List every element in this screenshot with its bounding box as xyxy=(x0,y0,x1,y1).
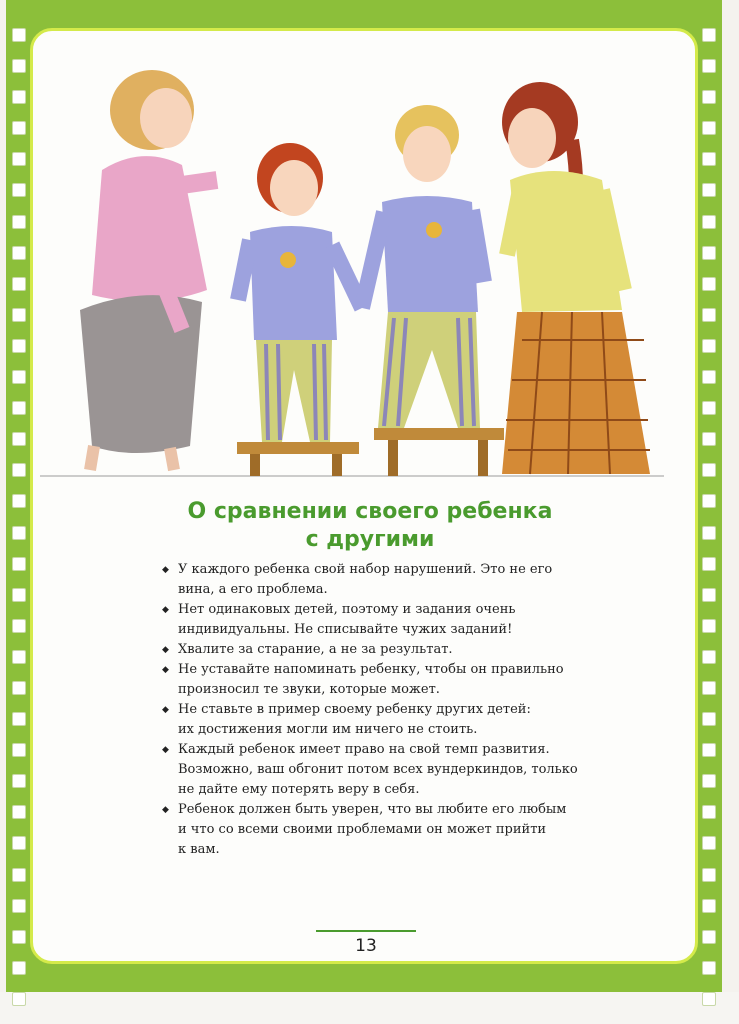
binding-hole xyxy=(702,588,716,602)
binding-hole xyxy=(12,712,26,726)
binding-hole xyxy=(702,650,716,664)
binding-hole xyxy=(702,308,716,322)
binding-hole xyxy=(702,246,716,260)
binding-hole xyxy=(702,992,716,1006)
binding-hole xyxy=(702,90,716,104)
binding-hole xyxy=(12,308,26,322)
advice-line: произносил те звуки, которые может. xyxy=(178,682,440,697)
advice-line: Нет одинаковых детей, поэтому и задания очень xyxy=(178,602,516,617)
binding-hole xyxy=(702,930,716,944)
advice-item xyxy=(162,740,582,800)
binding-hole xyxy=(12,774,26,788)
binding-hole xyxy=(702,557,716,571)
binding-hole xyxy=(702,681,716,695)
binding-hole xyxy=(702,152,716,166)
binding-hole xyxy=(12,836,26,850)
binding-hole xyxy=(12,557,26,571)
binding-hole xyxy=(702,805,716,819)
mother-left-figure xyxy=(80,70,217,470)
binding-hole xyxy=(12,121,26,135)
advice-line: Хвалите за старание, а не за результат. xyxy=(178,642,453,657)
advice-item xyxy=(162,640,582,660)
binding-hole xyxy=(12,215,26,229)
binding-hole xyxy=(702,401,716,415)
stool-right xyxy=(374,428,504,476)
boy-right-figure xyxy=(362,105,484,428)
binding-hole xyxy=(12,59,26,73)
binding-holes-left xyxy=(12,28,26,1023)
binding-hole xyxy=(702,370,716,384)
binding-hole xyxy=(702,961,716,975)
advice-item xyxy=(162,560,582,600)
advice-item xyxy=(162,800,582,860)
advice-item xyxy=(162,700,582,740)
binding-hole xyxy=(12,432,26,446)
binding-hole xyxy=(12,246,26,260)
binding-hole xyxy=(12,339,26,353)
binding-hole xyxy=(702,183,716,197)
boy-left-figure xyxy=(238,143,362,442)
binding-hole xyxy=(12,992,26,1006)
advice-line: Не уставайте напоминать ребенку, чтобы он правильно xyxy=(178,662,564,677)
binding-hole xyxy=(12,494,26,508)
binding-hole xyxy=(12,868,26,882)
binding-hole xyxy=(702,712,716,726)
section-title-line1: О сравнении своего ребенка xyxy=(187,499,553,524)
advice-line: вина, а его проблема. xyxy=(178,582,328,597)
binding-hole xyxy=(702,743,716,757)
binding-hole xyxy=(702,59,716,73)
binding-hole xyxy=(702,121,716,135)
mother-right-figure xyxy=(502,82,650,474)
binding-hole xyxy=(12,463,26,477)
binding-hole xyxy=(702,215,716,229)
binding-hole xyxy=(702,494,716,508)
binding-hole xyxy=(12,588,26,602)
binding-hole xyxy=(12,681,26,695)
advice-line: их достижения могли им ничего не стоить. xyxy=(178,722,478,737)
binding-hole xyxy=(12,401,26,415)
advice-list xyxy=(162,560,582,860)
advice-item xyxy=(162,600,582,640)
binding-hole xyxy=(12,930,26,944)
stool-left xyxy=(237,442,359,476)
binding-hole xyxy=(702,339,716,353)
advice-line: не дайте ему потерять веру в себя. xyxy=(178,782,420,797)
binding-hole xyxy=(702,28,716,42)
advice-line: к вам. xyxy=(178,842,220,857)
binding-hole xyxy=(12,899,26,913)
binding-hole xyxy=(702,526,716,540)
scan-margin xyxy=(0,992,739,1024)
advice-line: Ребенок должен быть уверен, что вы любите его любым xyxy=(178,802,567,817)
binding-hole xyxy=(702,432,716,446)
advice-line: Не ставьте в пример своему ребенку других детей: xyxy=(178,702,531,717)
binding-holes-right xyxy=(702,28,716,1023)
binding-hole xyxy=(702,619,716,633)
binding-hole xyxy=(12,961,26,975)
binding-hole xyxy=(702,774,716,788)
binding-hole xyxy=(702,899,716,913)
page-number: 13 xyxy=(355,936,377,956)
section-title-line2: с другими xyxy=(305,527,435,552)
binding-hole xyxy=(12,526,26,540)
binding-hole xyxy=(12,90,26,104)
binding-hole xyxy=(12,619,26,633)
binding-hole xyxy=(702,868,716,882)
binding-hole xyxy=(12,183,26,197)
binding-hole xyxy=(702,277,716,291)
advice-item xyxy=(162,660,582,700)
binding-hole xyxy=(12,805,26,819)
illustration-parents-children xyxy=(32,50,672,490)
advice-line: и что со всеми своими проблемами он может прийти xyxy=(178,822,547,837)
binding-hole xyxy=(12,28,26,42)
binding-hole xyxy=(12,152,26,166)
binding-hole xyxy=(12,370,26,384)
page-number-rule xyxy=(316,930,416,932)
binding-hole xyxy=(12,743,26,757)
advice-line: индивидуальны. Не списывайте чужих заданий! xyxy=(178,622,513,637)
advice-line: Каждый ребенок имеет право на свой темп развития. xyxy=(178,742,550,757)
advice-line: Возможно, ваш обгонит потом всех вундеркиндов, только xyxy=(178,762,578,777)
advice-line: У каждого ребенка свой набор нарушений. Это не его xyxy=(178,562,553,577)
binding-hole xyxy=(12,277,26,291)
binding-hole xyxy=(702,836,716,850)
binding-hole xyxy=(702,463,716,477)
binding-hole xyxy=(12,650,26,664)
